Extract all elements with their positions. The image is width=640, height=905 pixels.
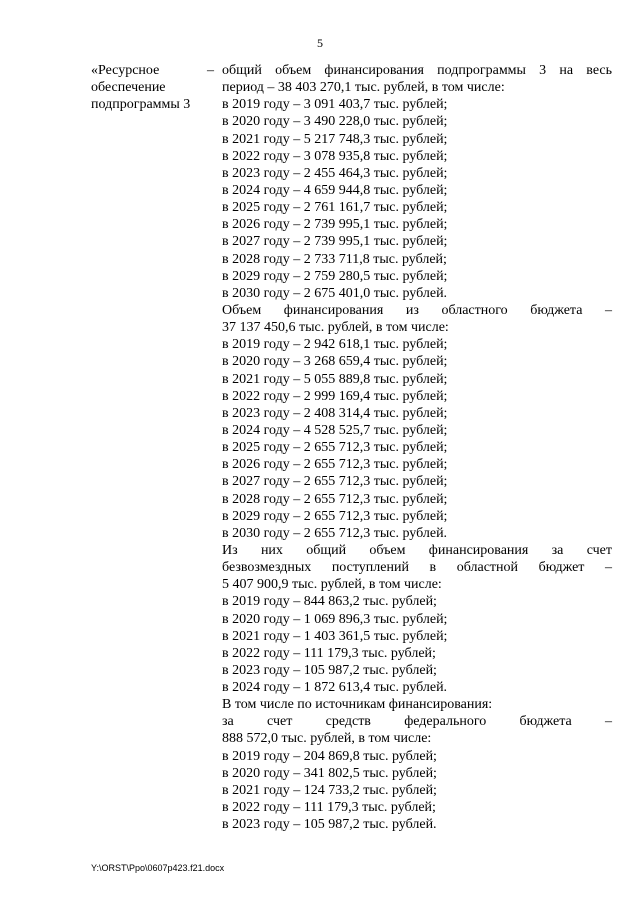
regional-year-item: в 2025 году – 2 655 712,3 тыс. рублей; (222, 440, 448, 456)
gratuitous-line: 5 407 900,9 тыс. рублей, в том числе: (222, 577, 442, 593)
federal-year-item: в 2023 году – 105 987,2 тыс. рублей. (222, 817, 437, 833)
regional-year-item: в 2023 году – 2 408 314,4 тыс. рублей; (222, 405, 448, 421)
total-year-item: в 2028 году – 2 733 711,8 тыс. рублей; (222, 251, 447, 267)
gratuitous-year-item: в 2020 году – 1 069 896,3 тыс. рублей; (222, 611, 448, 627)
page-number: 5 (317, 36, 323, 50)
resource-label (91, 62, 206, 113)
regional-line: 37 137 450,6 тыс. рублей, в том числе: (222, 320, 449, 336)
regional-line: Объем финансирования из областного бюджета – (222, 302, 612, 318)
resource-label-line: подпрограммы 3 (91, 97, 191, 113)
federal-year-item: в 2020 году – 341 802,5 тыс. рублей; (222, 765, 437, 781)
regional-year-item: в 2019 году – 2 942 618,1 тыс. рублей; (222, 337, 448, 353)
regional-year-item: в 2029 году – 2 655 712,3 тыс. рублей; (222, 508, 448, 524)
total-year-item: в 2024 году – 4 659 944,8 тыс. рублей; (222, 182, 448, 198)
sources-line: за счет средств федерального бюджета – (222, 714, 612, 730)
gratuitous-year-item: в 2022 году – 111 179,3 тыс. рублей; (222, 645, 436, 661)
total-year-item: в 2019 году – 3 091 403,7 тыс. рублей; (222, 97, 448, 113)
sources-line: 888 572,0 тыс. рублей, в том числе: (222, 731, 432, 747)
resource-label-line: обеспечение (91, 80, 166, 96)
regional-year-item: в 2026 году – 2 655 712,3 тыс. рублей; (222, 457, 448, 473)
gratuitous-year-item: в 2023 году – 105 987,2 тыс. рублей; (222, 662, 437, 678)
gratuitous-years-list (222, 593, 612, 696)
resource-label-line: «Ресурсное (91, 63, 160, 78)
gratuitous-year-item: в 2019 году – 844 863,2 тыс. рублей; (222, 594, 437, 610)
regional-year-item: в 2024 году – 4 528 525,7 тыс. рублей; (222, 422, 448, 438)
regional-year-item: в 2022 году – 2 999 169,4 тыс. рублей; (222, 388, 448, 404)
total-year-item: в 2027 году – 2 739 995,1 тыс. рублей; (222, 234, 448, 250)
gratuitous-line: безвозмездных поступлений в областной бюджет – (222, 560, 612, 576)
total-year-item: в 2029 году – 2 759 280,5 тыс. рублей; (222, 268, 448, 284)
regional-years-list (222, 336, 612, 542)
total-year-item: в 2030 году – 2 675 401,0 тыс. рублей. (222, 285, 448, 301)
regional-year-item: в 2021 году – 5 055 889,8 тыс. рублей; (222, 371, 448, 387)
gratuitous-line: Из них общий объем финансирования за счет (222, 542, 612, 558)
federal-years-list (222, 748, 612, 834)
total-year-item: в 2021 году – 5 217 748,3 тыс. рублей; (222, 131, 448, 147)
total-year-item: в 2022 году – 3 078 935,8 тыс. рублей; (222, 148, 448, 164)
federal-year-item: в 2021 году – 124 733,2 тыс. рублей; (222, 782, 437, 798)
regional-year-item: в 2020 году – 3 268 659,4 тыс. рублей; (222, 354, 448, 370)
regional-year-item: в 2030 году – 2 655 712,3 тыс. рублей. (222, 525, 448, 541)
total-year-item: в 2023 году – 2 455 464,3 тыс. рублей; (222, 165, 448, 181)
federal-year-item: в 2022 году – 111 179,3 тыс. рублей; (222, 800, 436, 816)
total-year-item: в 2026 году – 2 739 995,1 тыс. рублей; (222, 217, 448, 233)
regional-year-item: в 2027 году – 2 655 712,3 тыс. рублей; (222, 474, 448, 490)
federal-year-item: в 2019 году – 204 869,8 тыс. рублей; (222, 748, 437, 764)
separator-dash: – (207, 63, 214, 78)
file-path-footer: Y:\ORST\Ppo\0607p423.f21.docx (91, 863, 225, 873)
intro-line: общий объем финансирования подпрограммы 3 на весь (222, 63, 612, 78)
sources-line: В том числе по источникам финансирования: (222, 697, 493, 713)
total-year-item: в 2020 году – 3 490 228,0 тыс. рублей; (222, 114, 448, 130)
regional-year-item: в 2028 году – 2 655 712,3 тыс. рублей; (222, 491, 448, 507)
gratuitous-year-item: в 2024 году – 1 872 613,4 тыс. рублей. (222, 680, 448, 696)
total-years-list (222, 96, 612, 302)
gratuitous-year-item: в 2021 году – 1 403 361,5 тыс. рублей; (222, 628, 448, 644)
intro-line: период – 38 403 270,1 тыс. рублей, в том числе: (222, 80, 505, 96)
total-year-item: в 2025 году – 2 761 161,7 тыс. рублей; (222, 200, 448, 216)
financing-text (222, 62, 612, 833)
